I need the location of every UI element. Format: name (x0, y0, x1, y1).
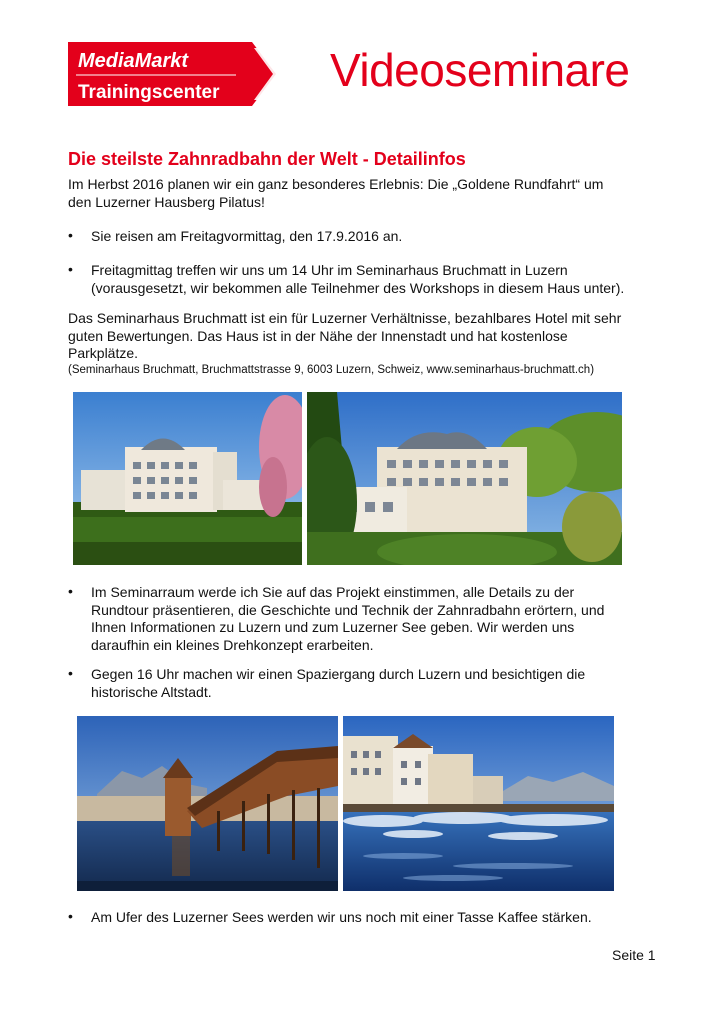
list-item-line: daraufhin ein kleines Drehkonzept erarbeiten. (91, 636, 374, 653)
bullet-icon: • (68, 908, 73, 924)
seminarhaus-photo-2 (307, 392, 622, 565)
kapellbruecke-photo (77, 716, 338, 891)
list-item-line: Rundtour präsentieren, die Geschichte und Technik der Zahnradbahn erörtern, und (91, 601, 605, 618)
list-item-line: Ihnen Informationen zu Luzern und zum Luzerner See geben. Wir werden uns (91, 619, 575, 635)
logo-sub-text: Trainingscenter (78, 82, 220, 103)
intro-line-2: den Luzerner Hausberg Pilatus! (68, 193, 265, 210)
list-item-line: Gegen 16 Uhr machen wir einen Spaziergang durch Luzern und besichtigen die (91, 666, 586, 682)
mediamarkt-trainingscenter-logo (68, 42, 276, 106)
seminarhaus-photo-1 (73, 392, 302, 565)
hotel-line-2: guten Bewertungen. Das Haus ist in der Nähe der Innenstadt und hat kostenlose (68, 327, 568, 344)
bullet-icon: • (68, 227, 73, 243)
page-title: Videoseminare (330, 44, 630, 96)
bullet-icon: • (68, 665, 73, 681)
list-item-line: Im Seminarraum werde ich Sie auf das Projekt einstimmen, alle Details zu der (91, 584, 575, 600)
intro-paragraph (68, 176, 658, 211)
list-item-line: Sie reisen am Freitagvormittag, den 17.9.2016 an. (91, 228, 403, 244)
page-number: Seite 1 (612, 947, 656, 963)
hotel-address: (Seminarhaus Bruchmatt, Bruchmattstrasse 9, 6003 Luzern, Schweiz, www.seminarhaus-bruchmatt.ch) (68, 363, 595, 376)
bullet-icon: • (68, 261, 73, 277)
bullet-icon: • (68, 583, 73, 599)
hotel-line-3: Parkplätze. (68, 345, 139, 361)
list-item-line: Freitagmittag treffen wir uns um 14 Uhr im Seminarhaus Bruchmatt in Luzern (91, 262, 568, 278)
reuss-weir-photo (343, 716, 614, 891)
hotel-paragraph (68, 310, 658, 377)
list-item-line: historische Altstadt. (91, 683, 212, 700)
list-item-line: (vorausgesetzt, wir bekommen alle Teilnehmer des Workshops in diesem Haus unter). (91, 279, 625, 296)
logo-brand-text: MediaMarkt (78, 50, 189, 72)
hotel-line-1: Das Seminarhaus Bruchmatt ist ein für Luzerner Verhältnisse, bezahlbares Hotel mit sehr (68, 310, 622, 326)
section-heading: Die steilste Zahnradbahn der Welt - Detailinfos (68, 149, 466, 169)
intro-line-1: Im Herbst 2016 planen wir ein ganz besonderes Erlebnis: Die „Goldene Rundfahrt“ um (68, 176, 604, 192)
list-item-line: Am Ufer des Luzerner Sees werden wir uns noch mit einer Tasse Kaffee stärken. (91, 909, 592, 925)
